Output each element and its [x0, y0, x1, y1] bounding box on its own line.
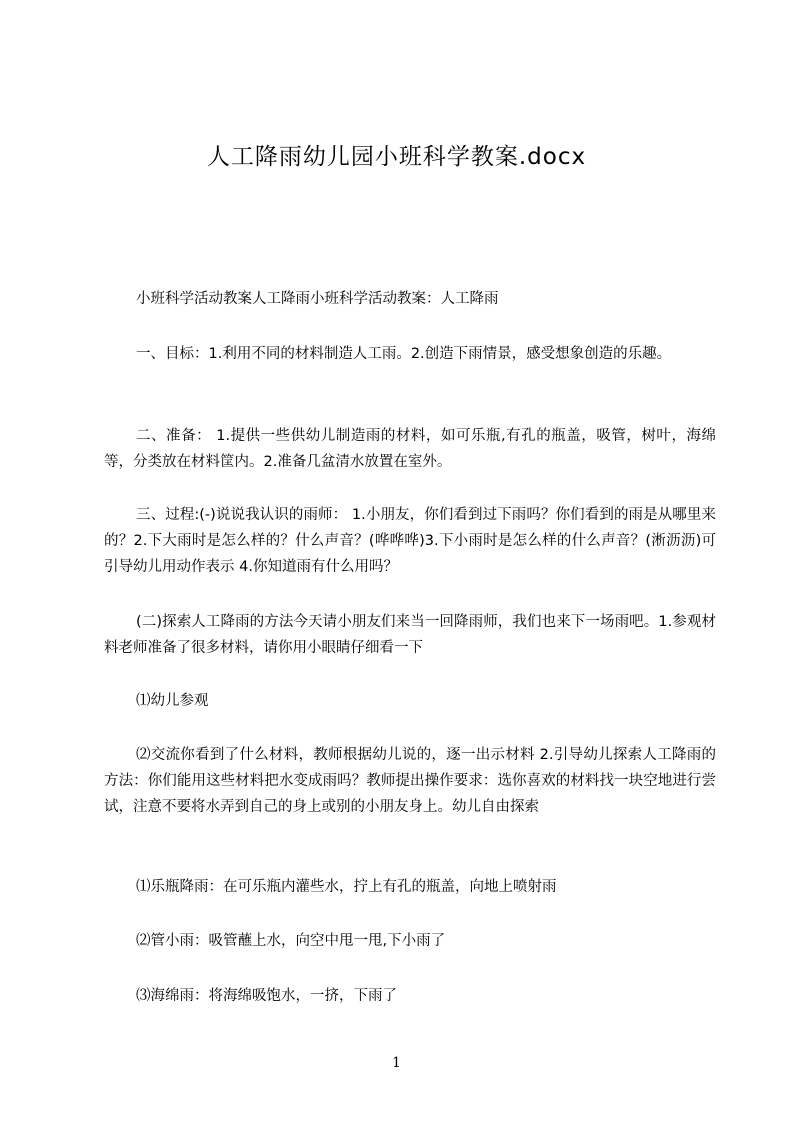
document-title: 人工降雨幼儿园小班科学教案.docx — [206, 144, 587, 170]
page-number: 1 — [392, 1055, 401, 1071]
paragraph-bottle-rain: ⑴乐瓶降雨：在可乐瓶内灌些水，拧上有孔的瓶盖，向地上喷射雨 — [136, 879, 557, 895]
paragraph-process: 三、过程:(-)说说我认识的雨师： 1.小朋友，你们看到过下雨吗？你们看到的雨是从哪里来的？2.下大雨时是怎么样的？什么声音？(哗哗哗)3.下小雨时是怎么样的什么声音？(淅沥沥)可引导幼儿用动作表示 4.你知道雨有什么用吗？ — [104, 507, 716, 575]
paragraph-step-exchange: ⑵交流你看到了什么材料，教师根据幼儿说的，逐一出示材料 2.引导幼儿探索人工降雨的方法：你们能用这些材料把水变成雨吗？教师提出操作要求：选你喜欢的材料找一块空地进行尝试，注意不要将水弄到自己的身上或别的小朋友身上。幼儿自由探索 — [104, 747, 716, 815]
paragraph-sponge-rain: ⑶海绵雨：将海绵吸饱水，一挤，下雨了 — [136, 988, 397, 1004]
paragraph-straw-rain: ⑵管小雨：吸管蘸上水，向空中甩一甩,下小雨了 — [136, 933, 446, 949]
paragraph-goals: 一、目标：1.利用不同的材料制造人工雨。2.创造下雨情景，感受想象创造的乐趣。 — [136, 346, 672, 362]
paragraph-preparation: 二、准备： 1.提供一些供幼儿制造雨的材料，如可乐瓶,有孔的瓶盖，吸管，树叶，海绵等，分类放在材料筐内。2.准备几盆清水放置在室外。 — [104, 428, 716, 470]
paragraph-intro: 小班科学活动教案人工降雨小班科学活动教案：人工降雨 — [136, 291, 499, 307]
paragraph-step-observe: ⑴幼儿参观 — [136, 693, 209, 709]
paragraph-explore: (二)探索人工降雨的方法今天请小朋友们来当一回降雨师，我们也来下一场雨吧。1.参观材料老师准备了很多材料，请你用小眼睛仔细看一下 — [104, 614, 716, 656]
